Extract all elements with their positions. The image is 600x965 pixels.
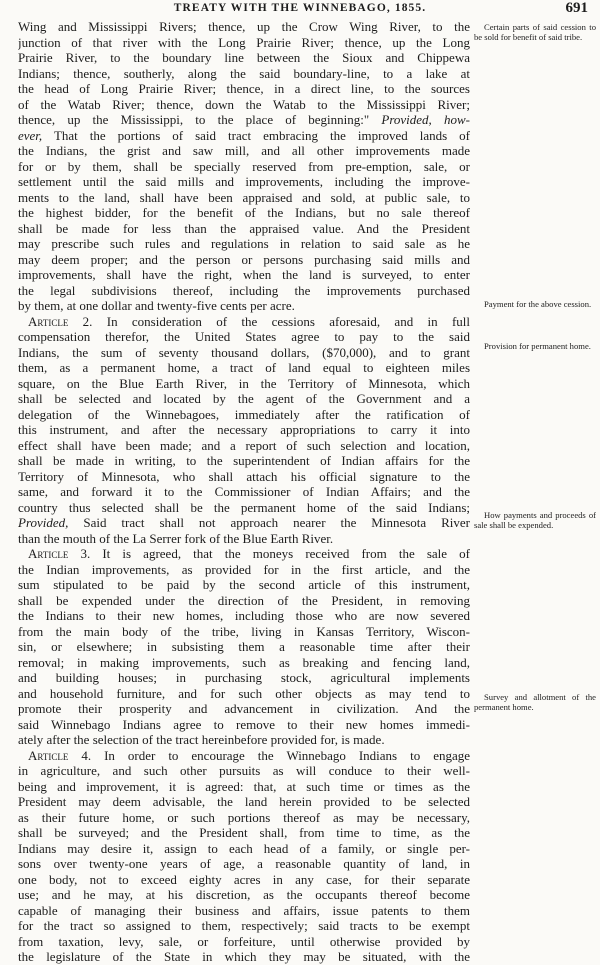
text-line: in agriculture, and such other pursuits as will conduce to their well- [18, 763, 470, 778]
text-run: It is agreed, that the moneys received from the sale of [90, 546, 470, 561]
text-line: shall be selected and located by the agent of the Government and a [18, 391, 470, 406]
text-line: sum stipulated to be paid by the second article of this instrument, [18, 577, 470, 592]
text-line: the legal subdivisions thereof, including the improvements purchased [18, 282, 470, 298]
text-line: for or by them, shall be specially reserved from pre-emption, sale, or [18, 158, 470, 174]
text-line [18, 546, 470, 562]
text-line: effect shall have been made; and a report of such selection and location, [18, 437, 470, 453]
text-line [18, 112, 470, 128]
margin-note-survey: Survey and allotment of the permanent home. [474, 692, 596, 712]
text-line: of the Watab River; thence, down the Watab to the Mississippi River; [18, 96, 470, 112]
text-line: Wing and Mississippi Rivers; thence, up the Crow Wing River, to the [18, 19, 470, 34]
text-line: Prairie River, to the boundary line between the Sioux and Chippewa [18, 50, 470, 65]
running-head: TREATY WITH THE WINNEBAGO, 1855. [173, 2, 427, 14]
text-line: ately after the selection of the tract hereinbefore provided for, is made. [18, 732, 385, 747]
text-line: same, and forward it to the Commissioner of Indian Affairs; and the [18, 484, 470, 499]
text-line: sin, or elsewhere; in subsisting them a reasonable time after their [18, 639, 470, 654]
text-run: thence, up the Mississippi, to the place of beginning:" [18, 112, 370, 127]
text-line: the legislature of the State in which they may be situated, with the [18, 949, 470, 964]
text-run: Said tract shall not approach nearer the Minnesota River [68, 515, 470, 530]
text-line: this instrument, and after the necessary appropriations to carry it into [18, 422, 470, 437]
margin-note-payment: Payment for the above cession. [484, 299, 592, 309]
text-line: Indians may desire it, assign to each head of a family, or single per- [18, 840, 470, 856]
text-line: Indians; thence, southerly, along the said boundary-line, to a lake at [18, 65, 470, 81]
text-line: one body, not to exceed eighty acres in any case, for their separate [18, 871, 470, 887]
text-line: President may deem advisable, the land herein provided to be selected [18, 794, 470, 809]
text-line: than the mouth of the La Serrer fork of the Blue Earth River. [18, 530, 334, 546]
text-line: shall be surveyed; and the President shall, from time to time, as the [18, 825, 470, 840]
margin-note-home: Provision for permanent home. [484, 341, 591, 351]
text-line: delegation of the Winnebagoes, immediately after the ratification of [18, 406, 470, 422]
text-line: said Winnebago Indians agree to remove to their new homes immedi- [18, 716, 470, 732]
article-2-label: Article 2. [28, 313, 93, 329]
italic-provided: Provided, [18, 515, 69, 530]
text-line: the Indians to their new homes, including those who are now severed [18, 608, 470, 623]
text-line: settlement until the said mills and improvements, including the improve- [18, 174, 470, 189]
text-line [18, 515, 470, 531]
text-line: country thus selected shall be the permanent home of the said Indians; [18, 499, 470, 515]
text-line: the highest bidder, for the benefit of the Indians, but no sale thereof [18, 205, 470, 220]
text-line: Indians, the sum of seventy thousand dollars, ($70,000), and to grant [18, 344, 470, 360]
text-line: Territory of Minnesota, who shall attach his official signature to the [18, 468, 470, 484]
text-line [18, 748, 470, 764]
text-line: improvements, shall have the right, when the land is surveyed, to enter [18, 267, 470, 282]
page-number: 691 [565, 0, 588, 16]
text-line: promote their prosperity and advancement in civilization. And the [18, 701, 470, 716]
article-4-label: Article 4. [28, 747, 92, 763]
body-text [18, 19, 470, 965]
text-line: from the main body of the tribe, living in Kansas Territory, Wiscon- [18, 623, 470, 639]
text-run: That the portions of said tract embracing the improved lands of [42, 127, 470, 143]
text-line: square, on the Blue Earth River, in the Territory of Minnesota, which [18, 375, 470, 391]
margin-note-expenditure: How payments and proceeds of sale shall be expended. [474, 510, 596, 530]
margin-note-sale: Certain parts of said cession to be sold for benefit of said tribe. [474, 22, 596, 42]
text-line [18, 314, 470, 330]
text-run: In consideration of the cessions aforesaid, and in full [92, 313, 470, 329]
text-line: sons over twenty-one years of age, a reasonable quantity of land, in [18, 856, 470, 871]
text-line: the Indians, the grist and saw mill, and all other improvements made [18, 143, 470, 158]
text-line: the Indian improvements, as provided for in the first article, and the [18, 561, 470, 577]
text-line: and building houses; in purchasing stock, agricultural implements [18, 670, 470, 685]
italic-ever: ever, [18, 127, 43, 143]
italic-provided: Provided, how- [381, 112, 470, 127]
text-line: as their future home, or such portions thereof as may be necessary, [18, 809, 470, 825]
text-line: compensation therefor, the United States agree to pay to the said [18, 329, 470, 344]
text-line: shall be made for less than the appraised value. And the President [18, 220, 470, 236]
text-run: In order to encourage the Winnebago Indians to engage [91, 747, 470, 763]
text-line: and household furniture, and for such other objects as may tend to [18, 685, 470, 701]
article-3-label: Article 3. [28, 546, 91, 561]
text-line: use; and he may, at his discretion, as the occupants thereof become [18, 887, 470, 902]
text-line: ments to the land, shall have been appraised and sold, at public sale, to [18, 189, 470, 205]
text-line: them, as a permanent home, a tract of land equal to eighteen miles [18, 360, 470, 375]
text-line: for the tract so assigned to them, respectively; said tracts to be exempt [18, 918, 470, 933]
text-line [18, 128, 470, 144]
text-line: being and improvement, it is agreed: that, at such time or times as the [18, 778, 470, 794]
text-line: the head of Long Prairie River; thence, in a direct line, to the sources [18, 81, 470, 96]
text-line: shall be made in writing, to the superintendent of Indian affairs for the [18, 453, 470, 468]
page-header [0, 0, 600, 20]
text-line: shall be expended under the direction of the President, in removing [18, 592, 470, 608]
text-line: may deem proper; and the person or persons purchasing said mills and [18, 251, 470, 267]
text-line: capable of managing their business and affairs, issue patents to them [18, 902, 470, 918]
text-line: by them, at one dollar and twenty-five cents per acre. [18, 298, 295, 313]
text-line: removal; in making improvements, such as breaking and fencing land, [18, 654, 470, 670]
text-line: junction of that river with the Long Prairie River; thence, up the Long [18, 34, 470, 50]
text-line: may prescribe such rules and regulations in relation to said sale as he [18, 236, 470, 251]
text-line: from taxation, levy, sale, or forfeiture, until otherwise provided by [18, 933, 470, 949]
